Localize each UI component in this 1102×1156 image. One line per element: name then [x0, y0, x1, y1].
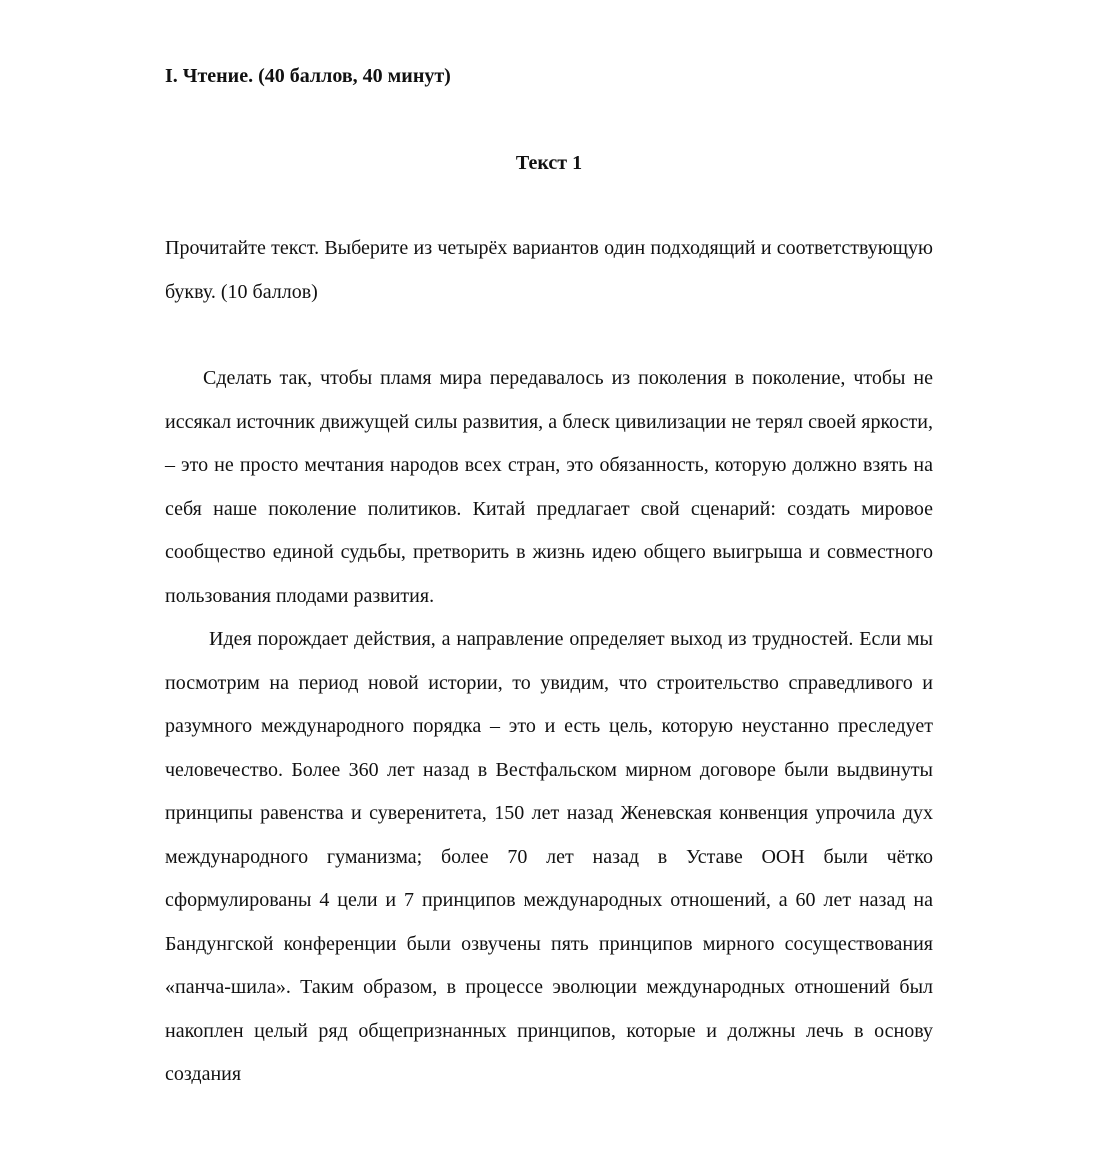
text-title: Текст 1	[515, 152, 583, 174]
body-paragraph: Идея порождает действия, а направление определяет выход из трудностей. Если мы посмотрим на период новой истории, то увидим, что строительство справедливого и разумного международного порядка – это и есть цель, которую неустанно преследует человечество. Более 360 лет назад в Вестфальском мирном договоре были выдвинуты принципы равенства и суверенитета, 150 лет назад Женевская конвенция упрочила дух международного гуманизма; более 70 лет назад в Уставе ООН были чётко сформулированы 4 цели и 7 принципов международных отношений, а 60 лет назад на Бандунгской конференции были озвучены пять принципов мирного сосуществования «панча-шила». Таким образом, в процессе эволюции международных отношений был накоплен целый ряд общепризнанных принципов, которые и должны лечь в основу создания	[165, 628, 933, 1085]
instruction-paragraph: Прочитайте текст. Выберите из четырёх вариантов один подходящий и соответствующую букву. (10 баллов)	[165, 237, 933, 303]
reading-text	[165, 357, 933, 1097]
body-paragraph: Сделать так, чтобы пламя мира передавалось из поколения в поколение, чтобы не иссякал источник движущей силы развития, а блеск цивилизации не терял своей яркости, – это не просто мечтания народов всех стран, это обязанность, которую должно взять на себя наше поколение политиков. Китай предлагает свой сценарий: создать мировое сообщество единой судьбы, претворить в жизнь идею общего выигрыша и совместного пользования плодами развития.	[165, 367, 933, 607]
section-heading: I. Чтение. (40 баллов, 40 минут)	[165, 65, 451, 87]
